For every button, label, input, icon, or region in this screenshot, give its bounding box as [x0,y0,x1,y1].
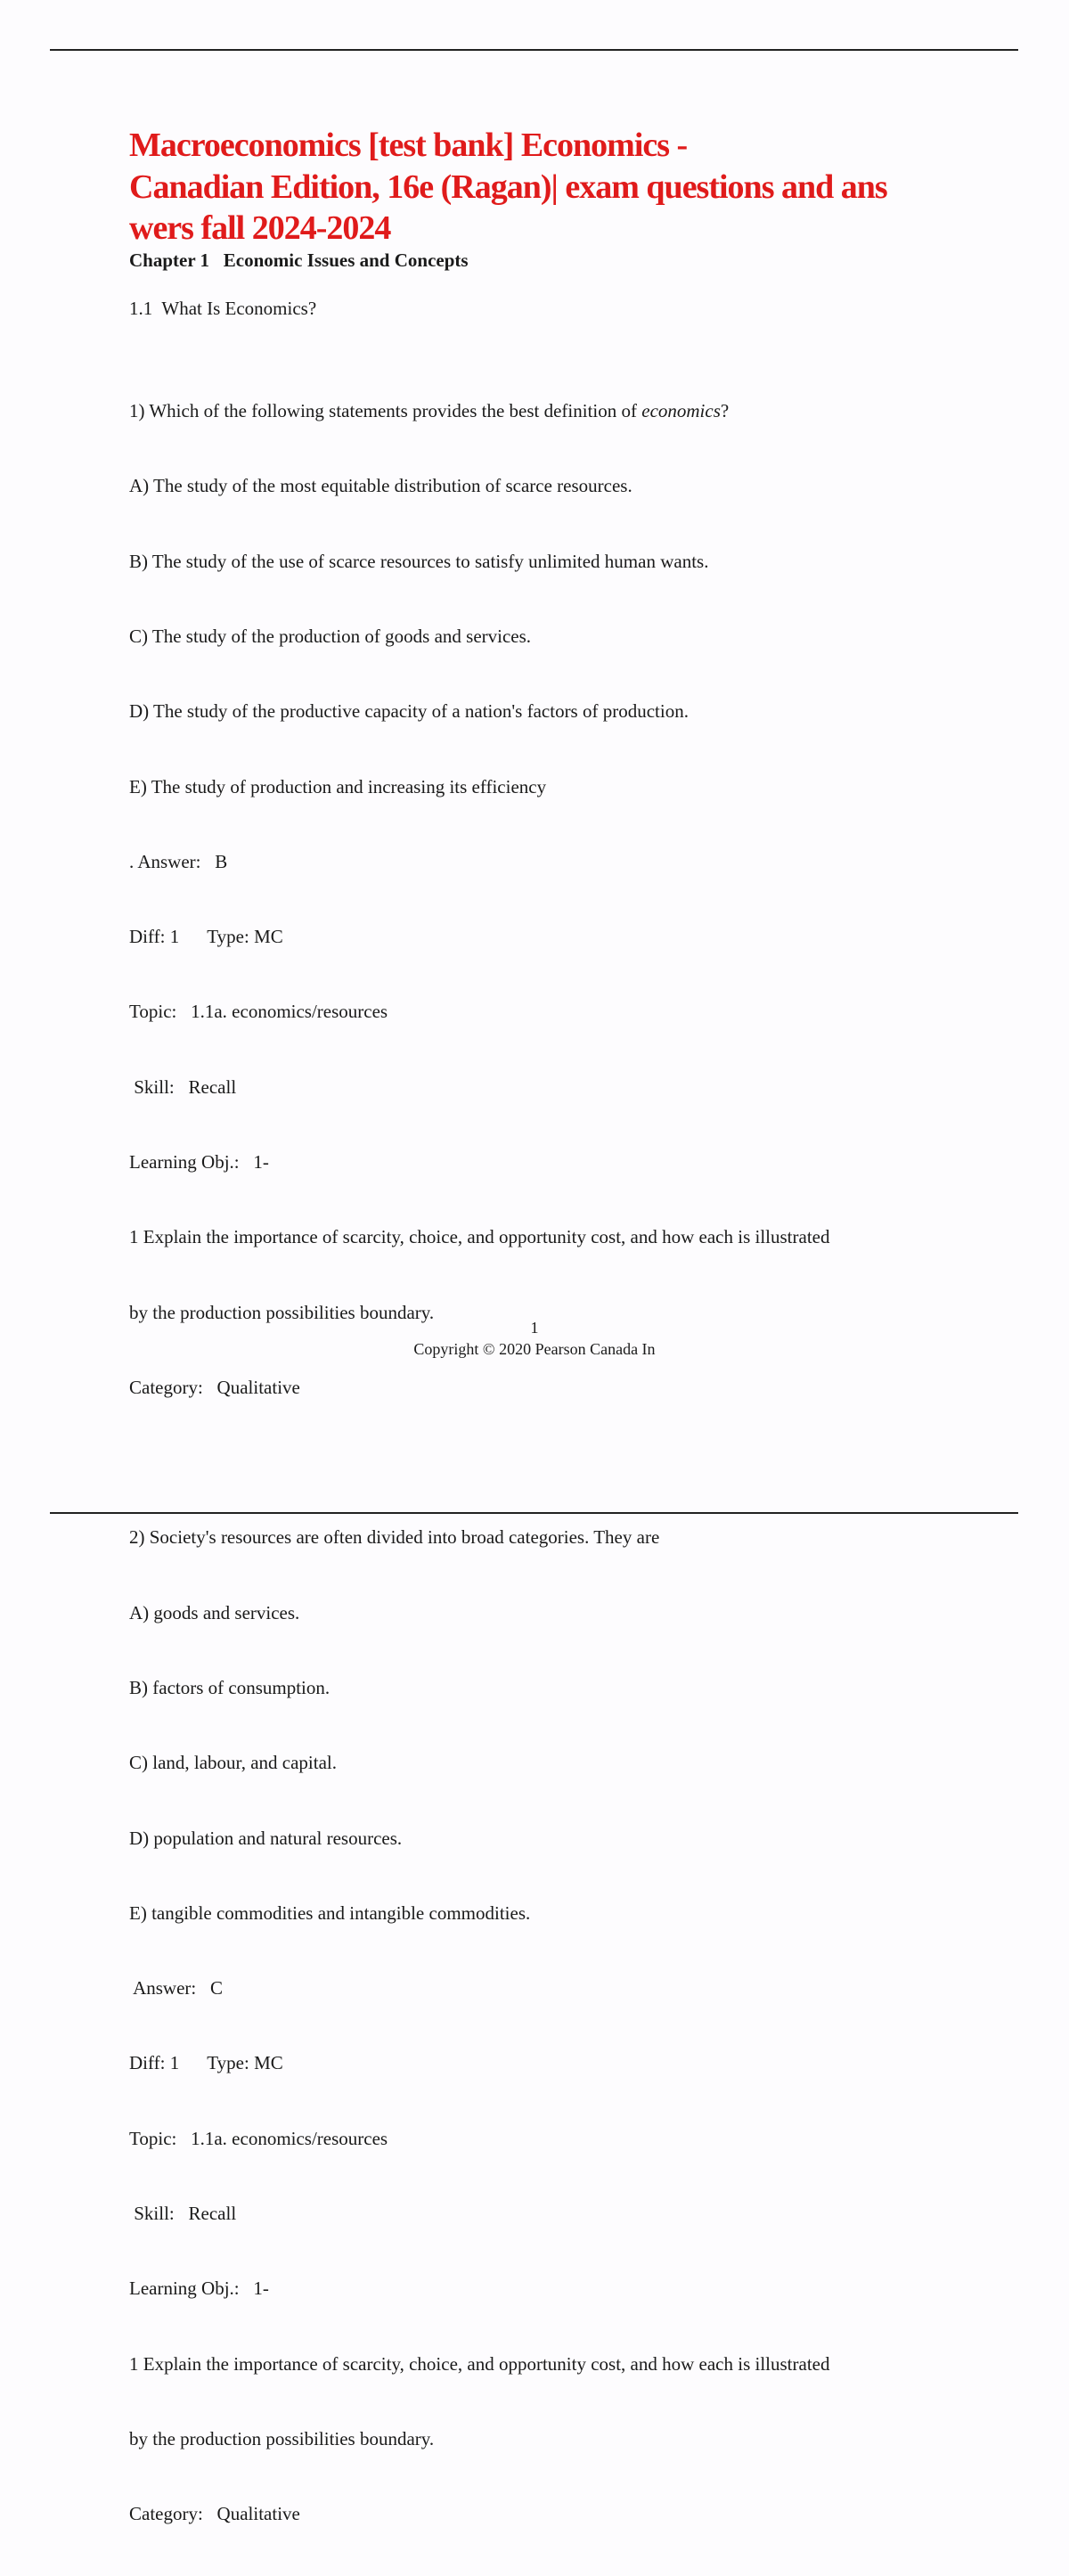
copyright: Copyright © 2020 Pearson Canada In [413,1340,656,1358]
topic: Topic: 1.1a. economics/resources [129,2127,388,2149]
stem-suffix: ? [720,400,730,422]
top-rule [50,49,1018,51]
title-line: Macroeconomics [test bank] Economics - [129,127,688,164]
difficulty-type: Diff: 1 Type: MC [129,2052,283,2074]
learning-objective-text: by the production possibilities boundary. [129,2427,435,2449]
option-c: C) land, labour, and capital. [129,1752,337,1774]
learning-objective-text: by the production possibilities boundary. [129,1301,435,1323]
answer: . Answer: B [129,850,228,872]
learning-objective-text: 1 Explain the importance of scarcity, choice, and opportunity cost, and how each is illustrated [129,2352,830,2375]
question-stem: 2) Society's resources are often divided into broad categories. They are [129,1526,660,1549]
page-number: 1 [530,1319,539,1337]
title-line: Canadian Edition, 16e (Ragan)| exam questions and ans [129,168,887,206]
question-2 [129,1475,967,2576]
learning-objective-text: 1 Explain the importance of scarcity, choice, and opportunity cost, and how each is illustrated [129,1226,830,1248]
option-d: D) The study of the productive capacity of a nation's factors of production. [129,700,689,723]
option-b: B) factors of consumption. [129,1676,330,1698]
skill: Skill: Recall [129,1075,237,1098]
option-d: D) population and natural resources. [129,1827,403,1849]
bottom-rule [50,1512,1018,1514]
question-1 [129,348,967,1450]
chapter-heading: Chapter 1 Economic Issues and Concepts [129,249,469,271]
skill: Skill: Recall [129,2202,237,2224]
question-stem [129,398,967,423]
option-e: E) tangible commodities and intangible commodities. [129,1901,531,1924]
option-c: C) The study of the production of goods and services. [129,626,532,648]
category: Category: Qualitative [129,2503,300,2525]
topic: Topic: 1.1a. economics/resources [129,1001,388,1023]
category: Category: Qualitative [129,1376,300,1398]
difficulty-type: Diff: 1 Type: MC [129,926,283,948]
option-a: A) goods and services. [129,1601,300,1623]
learning-objective-label: Learning Obj.: 1- [129,1151,269,1173]
answer: Answer: C [129,1977,223,1999]
document-title [129,125,1029,249]
section-heading: 1.1 What Is Economics? [129,298,317,319]
option-a: A) The study of the most equitable distribution of scarce resources. [129,475,632,497]
title-line: wers fall 2024-2024 [129,209,391,247]
stem-text: 1) Which of the following statements provides the best definition of [129,400,642,422]
option-e: E) The study of production and increasing its efficiency [129,775,547,797]
learning-objective-label: Learning Obj.: 1- [129,2278,269,2300]
option-b: B) The study of the use of scarce resources to satisfy unlimited human wants. [129,550,709,572]
questions [129,348,967,2576]
stem-italic: economics [641,400,721,422]
